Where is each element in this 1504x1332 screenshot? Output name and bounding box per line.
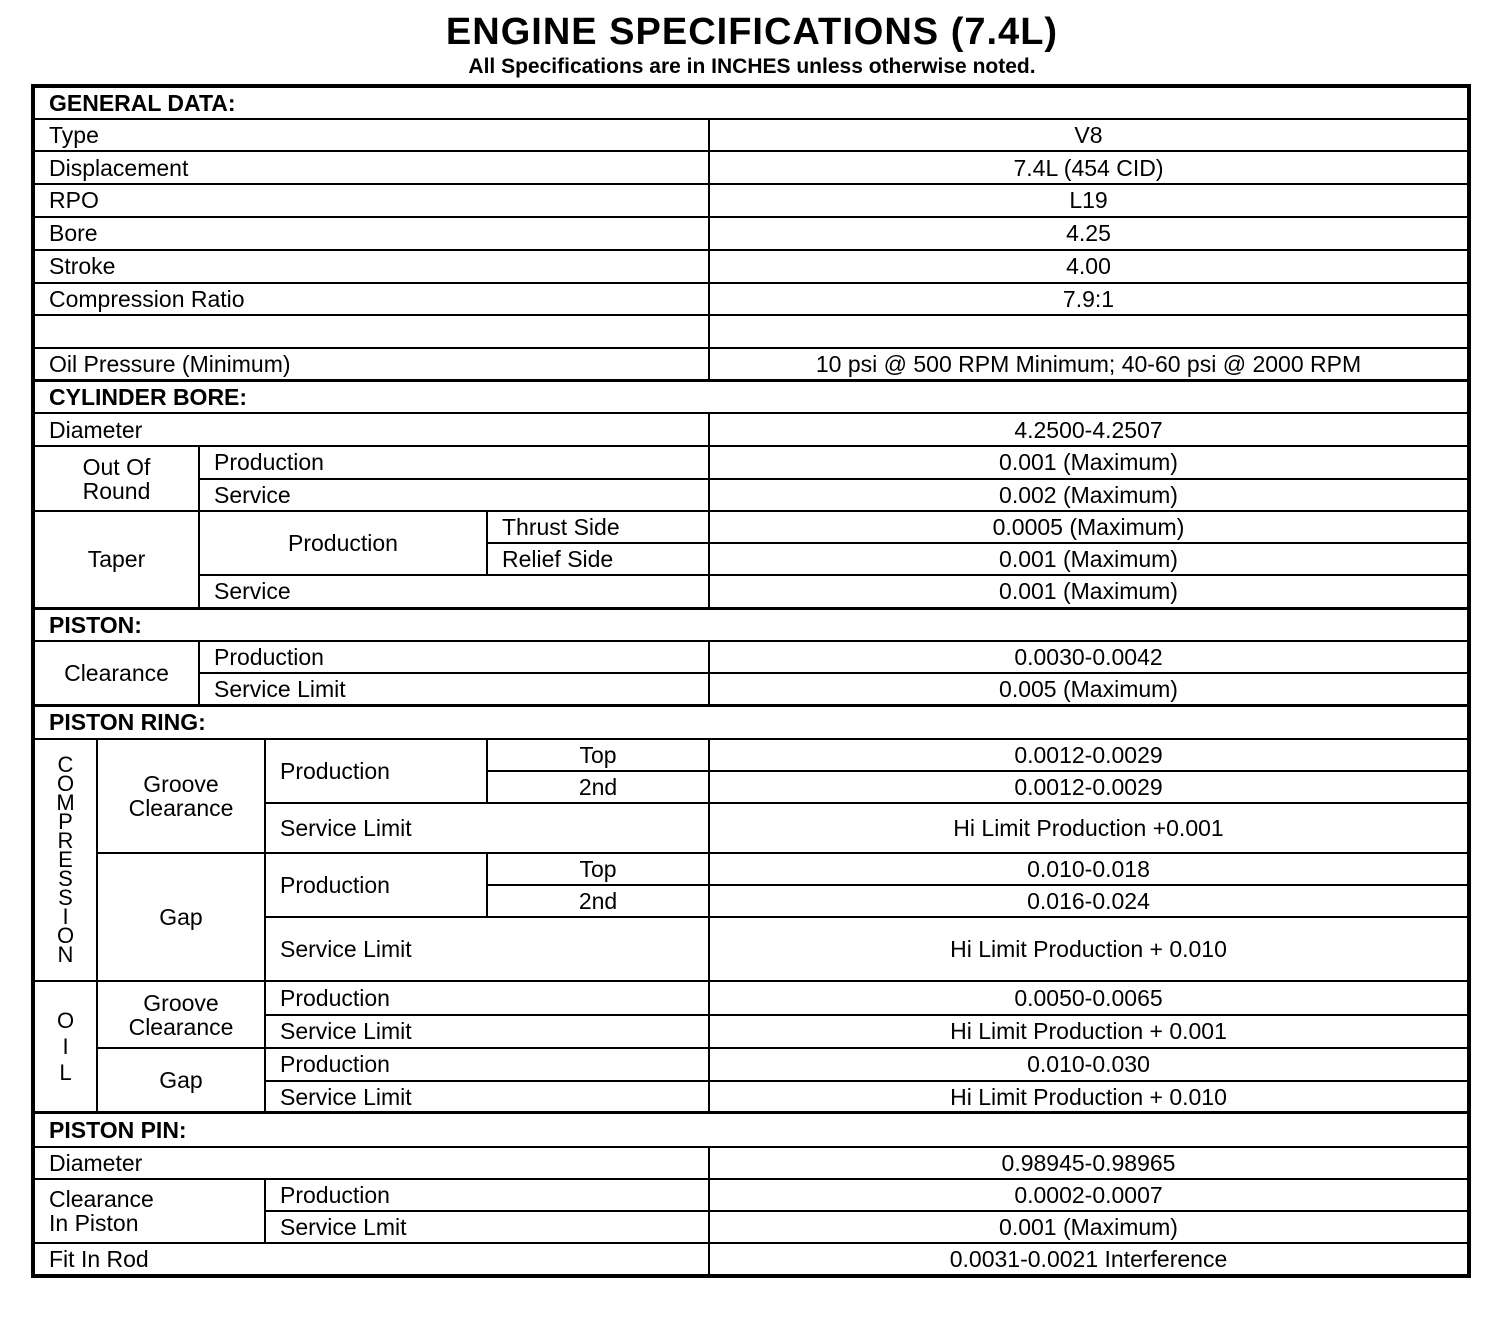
row-value: 0.001 (Maximum) bbox=[709, 446, 1469, 478]
section-row bbox=[33, 380, 1469, 413]
row-label: Service Limit bbox=[265, 917, 709, 981]
row-label: Top bbox=[487, 853, 709, 885]
row-value: 0.0012-0.0029 bbox=[709, 739, 1469, 771]
row-label: Top bbox=[487, 739, 709, 771]
row-value: Hi Limit Production +0.001 bbox=[709, 803, 1469, 853]
group-label: Clearance In Piston bbox=[33, 1179, 265, 1243]
row-value: Hi Limit Production + 0.010 bbox=[709, 1081, 1469, 1113]
table-row bbox=[33, 1179, 1469, 1211]
section-row bbox=[33, 608, 1469, 641]
row-label: Service Limit bbox=[265, 1081, 709, 1113]
row-value: 4.2500-4.2507 bbox=[709, 413, 1469, 446]
row-value: 0.001 (Maximum) bbox=[709, 1211, 1469, 1243]
subgroup-label: Production bbox=[265, 739, 487, 803]
compression-letter: I bbox=[62, 904, 69, 930]
group-label: Groove Clearance bbox=[97, 739, 265, 853]
section-heading-piston: PISTON: bbox=[33, 608, 1469, 641]
row-value: 4.25 bbox=[709, 217, 1469, 250]
row-label: Production bbox=[265, 1048, 709, 1081]
compression-letter: S bbox=[58, 885, 73, 911]
row-value: 10 psi @ 500 RPM Minimum; 40-60 psi @ 2000 RPM bbox=[709, 348, 1469, 380]
group-label: Groove Clearance bbox=[97, 981, 265, 1047]
group-label: Gap bbox=[97, 1048, 265, 1113]
subgroup-label: Production bbox=[265, 853, 487, 917]
row-label: Type bbox=[33, 119, 709, 151]
row-value: 7.9:1 bbox=[709, 283, 1469, 315]
row-value: 0.0030-0.0042 bbox=[709, 641, 1469, 673]
table-row bbox=[33, 217, 1469, 250]
row-value: 0.016-0.024 bbox=[709, 885, 1469, 917]
table-row bbox=[33, 250, 1469, 283]
oil-letter: I bbox=[62, 1033, 69, 1059]
page-title: ENGINE SPECIFICATIONS (7.4L) bbox=[445, 11, 1059, 53]
row-value: 0.0005 (Maximum) bbox=[709, 511, 1469, 543]
row-label: Production bbox=[199, 641, 709, 673]
row-label: Oil Pressure (Minimum) bbox=[33, 348, 709, 380]
section-heading-piston-ring: PISTON RING: bbox=[33, 705, 1469, 738]
table-row bbox=[33, 283, 1469, 315]
row-value: 0.0031-0.0021 Interference bbox=[709, 1243, 1469, 1276]
table-row bbox=[33, 413, 1469, 446]
row-label: Production bbox=[265, 1179, 709, 1211]
compression-letter: N bbox=[57, 942, 74, 968]
table-row bbox=[33, 1243, 1469, 1276]
section-heading-piston-pin: PISTON PIN: bbox=[33, 1113, 1469, 1147]
subgroup-label: Production bbox=[199, 511, 487, 575]
row-value: V8 bbox=[709, 119, 1469, 151]
row-value: 4.00 bbox=[709, 250, 1469, 283]
section-row bbox=[33, 1113, 1469, 1147]
table-row bbox=[33, 479, 1469, 511]
section-heading-cylinder-bore: CYLINDER BORE: bbox=[33, 380, 1469, 413]
row-label: Service Limit bbox=[265, 1015, 709, 1048]
row-label: Displacement bbox=[33, 151, 709, 184]
row-label: Fit In Rod bbox=[33, 1243, 709, 1276]
row-value: Hi Limit Production + 0.010 bbox=[709, 917, 1469, 981]
table-row bbox=[33, 184, 1469, 216]
table-row bbox=[33, 151, 1469, 184]
row-value bbox=[709, 315, 1469, 348]
oil-letter: L bbox=[59, 1059, 72, 1085]
oil-letter: O bbox=[56, 1007, 75, 1033]
compression-letter: O bbox=[56, 771, 75, 797]
row-value: 0.001 (Maximum) bbox=[709, 575, 1469, 608]
row-label: Service bbox=[199, 575, 709, 608]
table-row bbox=[33, 641, 1469, 673]
row-label: Diameter bbox=[33, 413, 709, 446]
row-label: Service bbox=[199, 479, 709, 511]
compression-letter: C bbox=[57, 752, 74, 778]
row-label: Service Limit bbox=[265, 803, 709, 853]
compression-letter: M bbox=[56, 790, 75, 816]
table-row-empty bbox=[33, 315, 1469, 348]
compression-letter: O bbox=[56, 923, 75, 949]
compression-letter: P bbox=[58, 809, 73, 835]
section-row bbox=[33, 86, 1469, 119]
row-value: 0.98945-0.98965 bbox=[709, 1147, 1469, 1179]
row-value: 0.002 (Maximum) bbox=[709, 479, 1469, 511]
row-value: 0.0012-0.0029 bbox=[709, 771, 1469, 803]
table-row bbox=[33, 1147, 1469, 1179]
table-row bbox=[33, 575, 1469, 608]
compression-vertical-label bbox=[33, 739, 97, 982]
compression-letter: S bbox=[58, 866, 73, 892]
row-label: Bore bbox=[33, 217, 709, 250]
row-label: Service Lmit bbox=[265, 1211, 709, 1243]
group-label: Out Of Round bbox=[33, 446, 199, 510]
group-label: Taper bbox=[33, 511, 199, 608]
row-label: Production bbox=[199, 446, 709, 478]
oil-vertical-label bbox=[33, 981, 97, 1113]
row-label: 2nd bbox=[487, 885, 709, 917]
row-label: Stroke bbox=[33, 250, 709, 283]
row-value: 0.010-0.030 bbox=[709, 1048, 1469, 1081]
row-label: Thrust Side bbox=[487, 511, 709, 543]
row-value: 0.0002-0.0007 bbox=[709, 1179, 1469, 1211]
page-subtitle: All Specifications are in INCHES unless otherwise noted. bbox=[468, 55, 1036, 78]
group-label: Clearance bbox=[33, 641, 199, 705]
row-label: Relief Side bbox=[487, 543, 709, 575]
oil-letters bbox=[35, 1008, 96, 1086]
compression-letter: E bbox=[58, 847, 73, 873]
group-label: Gap bbox=[97, 853, 265, 982]
row-value: 0.001 (Maximum) bbox=[709, 543, 1469, 575]
row-value: 7.4L (454 CID) bbox=[709, 151, 1469, 184]
table-row bbox=[33, 119, 1469, 151]
row-label: Diameter bbox=[33, 1147, 709, 1179]
table-row bbox=[33, 511, 1469, 543]
row-label: Compression Ratio bbox=[33, 283, 709, 315]
row-label: Service Limit bbox=[199, 673, 709, 705]
row-value: Hi Limit Production + 0.001 bbox=[709, 1015, 1469, 1048]
section-row bbox=[33, 705, 1469, 738]
compression-letters bbox=[35, 752, 96, 968]
row-value: 0.005 (Maximum) bbox=[709, 673, 1469, 705]
table-row bbox=[33, 446, 1469, 478]
compression-letter: R bbox=[57, 828, 74, 854]
row-label: RPO bbox=[33, 184, 709, 216]
table-row bbox=[33, 673, 1469, 705]
table-row bbox=[33, 1048, 1469, 1081]
row-value: L19 bbox=[709, 184, 1469, 216]
table-row bbox=[33, 739, 1469, 771]
table-row bbox=[33, 348, 1469, 380]
row-label: Production bbox=[265, 981, 709, 1014]
row-label bbox=[33, 315, 709, 348]
row-value: 0.010-0.018 bbox=[709, 853, 1469, 885]
table-row bbox=[33, 853, 1469, 885]
row-value: 0.0050-0.0065 bbox=[709, 981, 1469, 1014]
row-label: 2nd bbox=[487, 771, 709, 803]
section-heading-general: GENERAL DATA: bbox=[33, 86, 1469, 119]
spec-table bbox=[31, 84, 1471, 1278]
table-row bbox=[33, 981, 1469, 1014]
